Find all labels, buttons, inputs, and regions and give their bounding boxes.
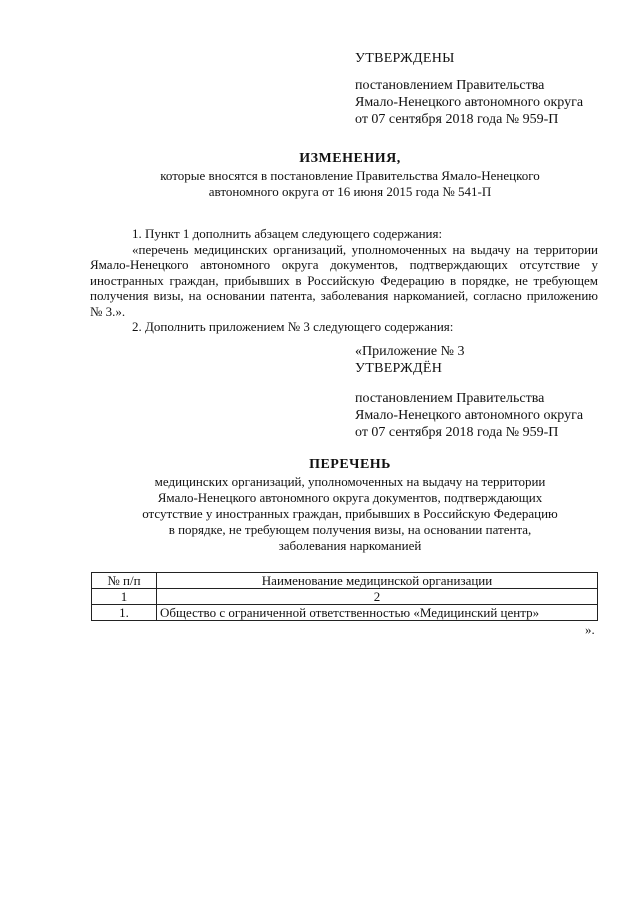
row-organization-name: Общество с ограниченной ответственностью «Медицинский центр» bbox=[157, 605, 598, 621]
appendix-line-1: постановлением Правительства bbox=[355, 391, 545, 406]
list-subtitle-line-3: отсутствие у иностранных граждан, прибывших в Российскую Федерацию bbox=[142, 506, 558, 521]
index-cell-1: 1 bbox=[92, 589, 157, 605]
approval-line-1: постановлением Правительства bbox=[355, 78, 545, 93]
list-heading bbox=[100, 456, 600, 554]
header-number: № п/п bbox=[92, 573, 157, 589]
list-subtitle-line-4: в порядке, не требующем получения визы, на основании патента, bbox=[168, 522, 532, 537]
header-organization-name: Наименование медицинской организации bbox=[157, 573, 598, 589]
list-subtitle-line-2: Ямало-Ненецкого автономного округа документов, подтверждающих bbox=[157, 490, 543, 505]
table-header-row bbox=[92, 573, 598, 589]
list-title: ПЕРЕЧЕНЬ bbox=[309, 457, 391, 472]
list-subtitle-line-5: заболевания наркоманией bbox=[278, 538, 422, 553]
approval-block bbox=[355, 50, 625, 128]
appendix-approval-block bbox=[355, 343, 625, 441]
appendix-title: УТВЕРЖДЁН bbox=[355, 361, 443, 376]
paragraph-1-quote: «перечень медицинских организаций, уполномоченных на выдачу на территории Ямало-Ненецкого автономного округа документов, подтверждающих отсутствие у иностранных граждан, прибывших в Российскую Федерацию в порядке, не требующем получения визы, на основании патента, заболевания наркоманией, согласно приложению № 3.». bbox=[90, 241, 598, 319]
body-text bbox=[90, 226, 598, 335]
paragraph-2: 2. Дополнить приложением № 3 следующего содержания: bbox=[132, 319, 454, 334]
table-row bbox=[92, 605, 598, 621]
row-number: 1. bbox=[92, 605, 157, 621]
changes-heading bbox=[100, 150, 600, 200]
list-subtitle-line-1: медицинских организаций, уполномоченных на выдачу на территории bbox=[154, 474, 546, 489]
changes-subtitle-line-1: которые вносятся в постановление Правительства Ямало-Ненецкого bbox=[160, 168, 540, 183]
changes-subtitle-line-2: автономного округа от 16 июня 2015 года № 541-П bbox=[208, 184, 492, 199]
approval-title: УТВЕРЖДЕНЫ bbox=[355, 51, 455, 66]
approval-line-3: от 07 сентября 2018 года № 959-П bbox=[355, 112, 559, 127]
index-cell-2: 2 bbox=[157, 589, 598, 605]
paragraph-1: 1. Пункт 1 дополнить абзацем следующего содержания: bbox=[132, 226, 443, 241]
closing-quote: ». bbox=[585, 622, 595, 637]
changes-title: ИЗМЕНЕНИЯ, bbox=[299, 151, 401, 166]
appendix-line-2: Ямало-Ненецкого автономного округа bbox=[355, 408, 584, 423]
approval-line-2: Ямало-Ненецкого автономного округа bbox=[355, 95, 584, 110]
appendix-line-3: от 07 сентября 2018 года № 959-П bbox=[355, 425, 559, 440]
table-index-row bbox=[92, 589, 598, 605]
appendix-prefix: «Приложение № 3 bbox=[355, 344, 465, 359]
organizations-table bbox=[91, 572, 598, 621]
